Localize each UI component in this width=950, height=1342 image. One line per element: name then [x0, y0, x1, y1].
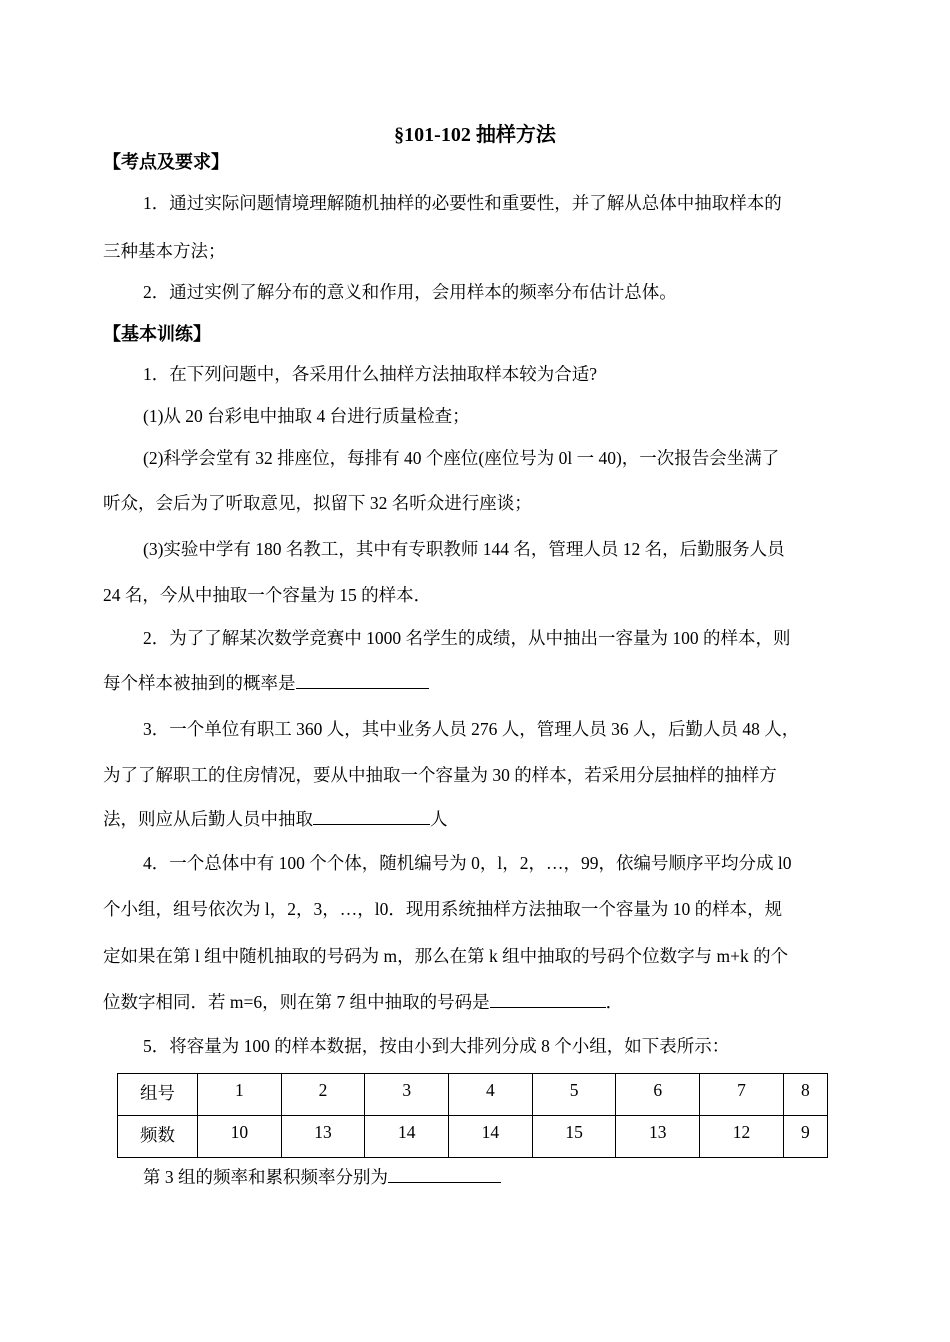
- question-4-line1: 4．一个总体中有 100 个个体，随机编号为 0，l，2，…，99，依编号顺序平均分成 l0: [143, 853, 792, 873]
- table-cell: 6: [616, 1074, 700, 1116]
- table-cell: 13: [616, 1116, 700, 1158]
- table-cell: 3: [365, 1074, 449, 1116]
- answer-blank-q5[interactable]: [388, 1181, 501, 1183]
- requirement-1-line2: 三种基本方法；: [103, 241, 226, 261]
- table-cell: 14: [449, 1116, 533, 1158]
- question-5-stem: 5．将容量为 100 的样本数据，按由小到大排列分成 8 个小组，如下表所示：: [143, 1036, 730, 1056]
- question-3-line1: 3．一个单位有职工 360 人，其中业务人员 276 人，管理人员 36 人，后勤人员 48 人，: [143, 719, 800, 739]
- question-4-text: 位数字相同．若 m=6，则在第 7 组中抽取的号码是: [103, 992, 490, 1012]
- table-cell: 1: [198, 1074, 282, 1116]
- question-3-unit: 人: [430, 809, 448, 829]
- question-3-text: 法，则应从后勤人员中抽取: [103, 809, 313, 829]
- question-2-line2: [103, 670, 429, 695]
- heading-requirements: 【考点及要求】: [103, 152, 229, 172]
- answer-blank-q4[interactable]: [490, 1006, 606, 1008]
- table-cell: 9: [783, 1116, 827, 1158]
- table-row-group-number: [118, 1074, 828, 1116]
- requirement-1-line1: 1．通过实际问题情境理解随机抽样的必要性和重要性，并了解从总体中抽取样本的: [143, 193, 782, 213]
- table-cell: 8: [783, 1074, 827, 1116]
- requirement-2: 2．通过实例了解分布的意义和作用，会用样本的频率分布估计总体。: [143, 282, 677, 302]
- question-5-after: [143, 1164, 501, 1189]
- table-cell: 5: [532, 1074, 616, 1116]
- question-1-part-3-line2: 24 名，今从中抽取一个容量为 15 的样本．: [103, 585, 432, 605]
- page-title: §101-102 抽样方法: [394, 124, 556, 146]
- heading-basic-training: 【基本训练】: [103, 324, 211, 344]
- question-4-line3: 定如果在第 l 组中随机抽取的号码为 m，那么在第 k 组中抽取的号码个位数字与 m+k 的个: [103, 946, 789, 966]
- answer-blank-q3[interactable]: [313, 823, 430, 825]
- answer-blank-q2[interactable]: [296, 687, 429, 689]
- table-cell: 15: [532, 1116, 616, 1158]
- question-1-part-2-line2: 听众，会后为了听取意见，拟留下 32 名听众进行座谈；: [103, 493, 532, 513]
- question-4-line4: [103, 989, 623, 1014]
- frequency-table: [117, 1073, 828, 1158]
- question-1-part-3-line1: (3)实验中学有 180 名教工，其中有专职教师 144 名，管理人员 12 名，后勤服务人员: [143, 539, 785, 559]
- question-3-line2: 为了了解职工的住房情况，要从中抽取一个容量为 30 的样本，若采用分层抽样的抽样方: [103, 765, 777, 785]
- table-cell: 12: [700, 1116, 784, 1158]
- table-cell: 2: [281, 1074, 365, 1116]
- question-1-part-1: (1)从 20 台彩电中抽取 4 台进行质量检查；: [143, 406, 470, 426]
- question-1-stem: 1．在下列问题中，各采用什么抽样方法抽取样本较为合适?: [143, 364, 598, 384]
- question-2-line1: 2．为了了解某次数学竞赛中 1000 名学生的成绩，从中抽出一容量为 100 的样本，则: [143, 628, 791, 648]
- table-cell: 14: [365, 1116, 449, 1158]
- question-4-line2: 个小组，组号依次为 l，2，3，…，l0．现用系统抽样方法抽取一个容量为 10 的样本，规: [103, 899, 783, 919]
- question-2-text: 每个样本被抽到的概率是: [103, 673, 296, 693]
- table-row-frequency: [118, 1116, 828, 1158]
- question-5-text: 第 3 组的频率和累积频率分别为: [143, 1167, 388, 1187]
- question-4-end: ．: [605, 992, 624, 1012]
- table-row-label: 组号: [118, 1074, 198, 1116]
- question-1-part-2-line1: (2)科学会堂有 32 排座位，每排有 40 个座位(座位号为 0l 一 40)，一次报告会坐满了: [143, 448, 780, 468]
- table-cell: 13: [281, 1116, 365, 1158]
- table-cell: 4: [449, 1074, 533, 1116]
- table-cell: 10: [198, 1116, 282, 1158]
- table-row-label: 频数: [118, 1116, 198, 1158]
- table-cell: 7: [700, 1074, 784, 1116]
- question-3-line3: [103, 806, 448, 831]
